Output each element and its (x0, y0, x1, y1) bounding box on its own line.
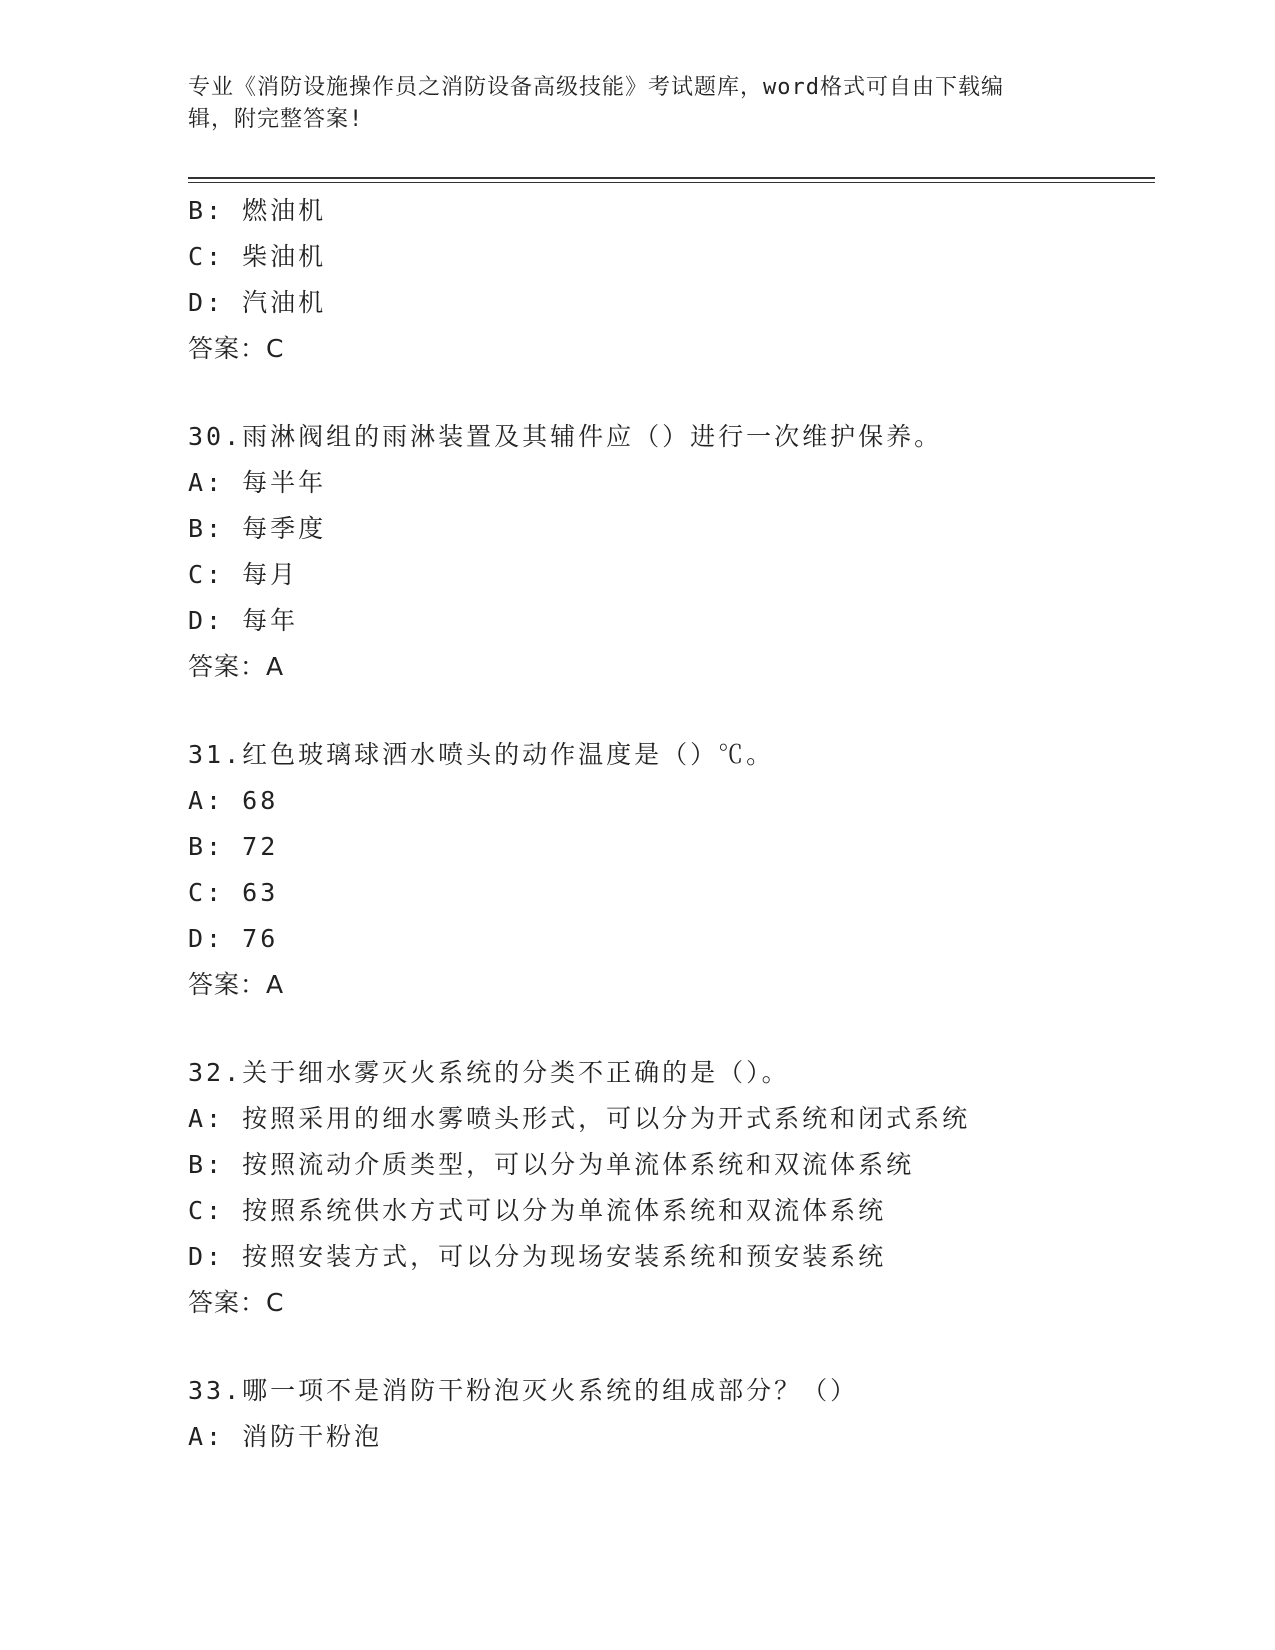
answer-text: 答案：C (188, 1288, 285, 1317)
option-d: D: 每年 (188, 606, 299, 635)
option-c: C: 按照系统供水方式可以分为单流体系统和双流体系统 (188, 1196, 887, 1225)
option-b: B: 每季度 (188, 514, 327, 543)
option-b: B: 按照流动介质类型，可以分为单流体系统和双流体系统 (188, 1150, 915, 1179)
question-31 (188, 732, 1168, 1008)
header-divider (188, 177, 1155, 183)
option-b: B: 72 (188, 832, 279, 861)
question-33 (188, 1368, 1168, 1460)
option-c: C: 每月 (188, 560, 299, 589)
question-stem: 30.雨淋阀组的雨淋装置及其辅件应（）进行一次维护保养。 (188, 422, 943, 451)
question-stem: 32.关于细水雾灭火系统的分类不正确的是（）。 (188, 1058, 790, 1087)
question-stem: 31.红色玻璃球洒水喷头的动作温度是（）℃。 (188, 740, 775, 769)
option-a: A: 每半年 (188, 468, 327, 497)
option-a: A: 68 (188, 786, 279, 815)
option-c: C: 柴油机 (188, 242, 327, 271)
answer-text: 答案：C (188, 334, 285, 363)
question-stem: 33.哪一项不是消防干粉泡灭火系统的组成部分？（） (188, 1376, 859, 1405)
option-d: D: 按照安装方式，可以分为现场安装系统和预安装系统 (188, 1242, 887, 1271)
header-line-2: 辑，附完整答案! (188, 107, 364, 132)
question-fragment (188, 188, 1168, 372)
question-list (188, 188, 1168, 1460)
option-c: C: 63 (188, 878, 279, 907)
option-d: D: 汽油机 (188, 288, 327, 317)
answer-text: 答案：A (188, 652, 285, 681)
answer-text: 答案：A (188, 970, 285, 999)
option-b: B: 燃油机 (188, 196, 327, 225)
option-a: A: 消防干粉泡 (188, 1422, 383, 1451)
question-30 (188, 414, 1168, 690)
document-header (188, 72, 1088, 136)
option-a: A: 按照采用的细水雾喷头形式，可以分为开式系统和闭式系统 (188, 1104, 971, 1133)
header-line-1: 专业《消防设施操作员之消防设备高级技能》考试题库，word格式可自由下载编 (188, 75, 1004, 100)
option-d: D: 76 (188, 924, 279, 953)
question-32 (188, 1050, 1168, 1326)
